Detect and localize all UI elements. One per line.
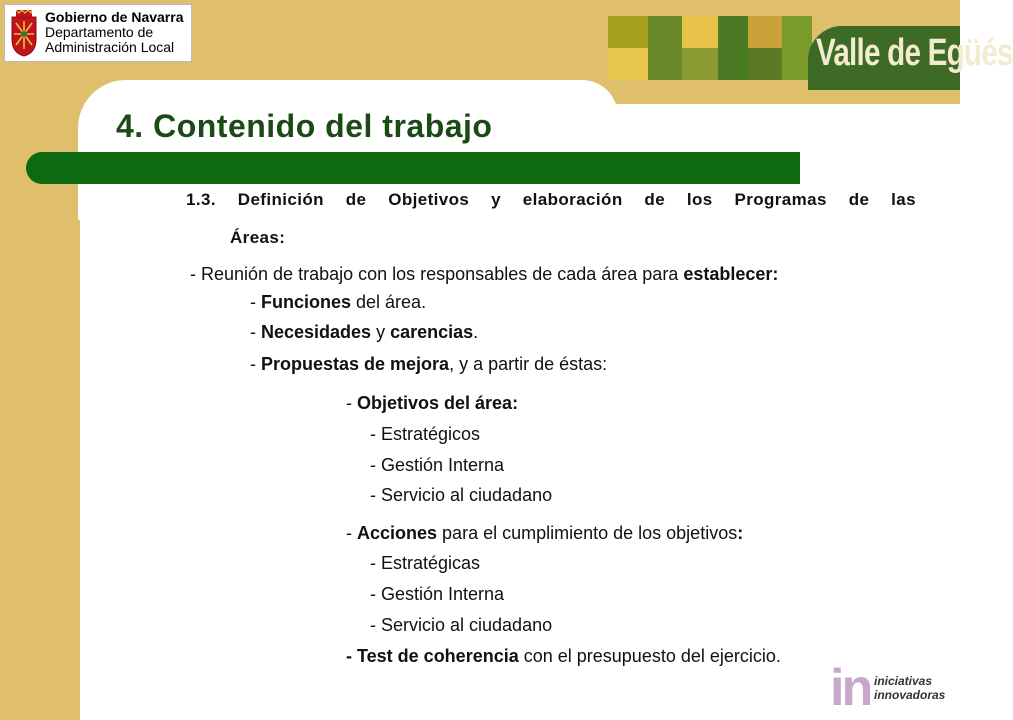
item-dash: - xyxy=(250,322,261,342)
item-bold-2: carencias xyxy=(390,322,474,342)
intro-text: - Reunión de trabajo con los responsables de cada área para xyxy=(190,264,684,284)
objetivos-bold: Objetivos del área: xyxy=(357,393,519,413)
acciones-dash: - xyxy=(346,523,357,543)
acciones-heading xyxy=(346,523,743,544)
acciones-bold: Acciones xyxy=(357,523,438,543)
test-bold: - Test de coherencia xyxy=(346,646,519,666)
gov-logo-line3: Administración Local xyxy=(45,39,175,55)
item-bold: Propuestas de mejora xyxy=(261,354,450,374)
acciones-subitem: - Servicio al ciudadano xyxy=(370,615,553,635)
acciones-subitem: - Gestión Interna xyxy=(370,584,505,604)
iniciativas-innovadoras-logo xyxy=(830,659,960,720)
intro-line xyxy=(190,264,778,285)
gov-logo-line1: Gobierno de Navarra xyxy=(45,9,184,25)
item-bold: Necesidades xyxy=(261,322,372,342)
list-item xyxy=(250,322,478,343)
objetivos-heading xyxy=(346,393,518,414)
item-rest: y xyxy=(371,322,391,342)
item-rest: , y a partir de éstas: xyxy=(449,354,608,374)
objetivos-subitem: - Estratégicos xyxy=(370,424,481,444)
in-logo-line2: innovadoras xyxy=(874,688,946,702)
test-coherencia-line xyxy=(346,646,781,667)
item-dash: - xyxy=(250,292,261,312)
valle-de-egues-wordmark: Valle de Egüés xyxy=(816,32,1013,74)
acciones-colon: : xyxy=(737,523,744,543)
page-title: 4. Contenido del trabajo xyxy=(116,108,493,144)
objetivos-dash: - xyxy=(346,393,357,413)
objetivos-subitem: - Gestión Interna xyxy=(370,455,505,475)
section-heading-cont: Áreas: xyxy=(230,228,286,247)
intro-bold: establecer: xyxy=(683,264,779,284)
in-logo-text xyxy=(874,674,945,702)
section-heading: 1.3. Definición de Objetivos y elaboración de los Programas de las xyxy=(186,190,916,209)
objetivos-subitem: - Servicio al ciudadano xyxy=(370,485,553,505)
in-logo-letters: in xyxy=(830,659,871,717)
item-dash: - xyxy=(250,354,261,374)
in-logo-line1: iniciativas xyxy=(874,674,933,688)
item-bold: Funciones xyxy=(261,292,352,312)
item-rest-2: . xyxy=(473,322,479,342)
list-item xyxy=(250,354,607,375)
test-rest: con el presupuesto del ejercicio. xyxy=(518,646,781,666)
gov-logo-line2: Departamento de xyxy=(45,24,154,40)
acciones-subitem: - Estratégicas xyxy=(370,553,481,573)
list-item xyxy=(250,292,426,313)
acciones-rest: para el cumplimiento de los objetivos xyxy=(437,523,738,543)
item-rest: del área. xyxy=(351,292,427,312)
